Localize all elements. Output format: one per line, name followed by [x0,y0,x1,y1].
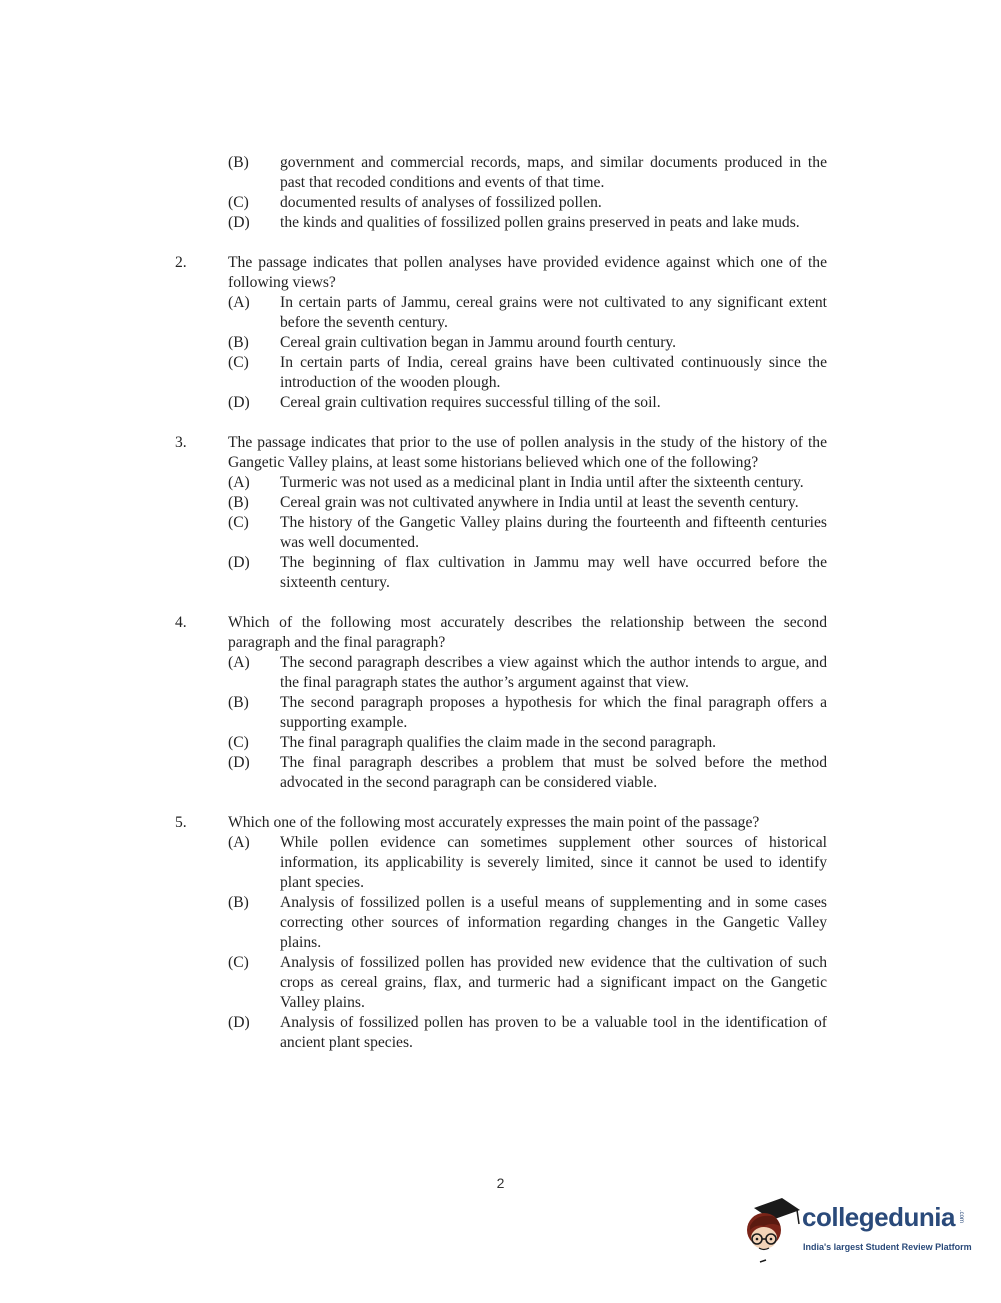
option [228,953,827,1013]
mascot-icon [742,1196,802,1266]
option-label: (D) [228,394,250,411]
option [228,553,827,593]
option-label: (B) [228,334,249,351]
option [228,293,827,333]
option-text: The final paragraph qualifies the claim made in the second paragraph. [280,734,717,751]
question-text: The passage indicates that pollen analyses have provided evidence against which one of the following views? [228,254,827,291]
collegedunia-logo [742,1196,972,1266]
option-text: government and commercial records, maps, and similar documents produced in the past that recoded conditions and events of that time. [280,154,827,191]
page-number: 2 [496,1175,505,1191]
option-label: (B) [228,894,249,911]
option-text: Analysis of fossilized pollen is a useful means of supplementing and in some cases correcting other sources of information regarding changes in the Gangetic Valley plains. [280,894,827,951]
option-text: the kinds and qualities of fossilized pollen grains preserved in peats and lake muds. [280,214,800,231]
question-3 [175,433,827,593]
option-text: The final paragraph describes a problem that must be solved before the method advocated in the second paragraph can be considered viable. [280,754,827,791]
question-text: The passage indicates that prior to the use of pollen analysis in the study of the history of the Gangetic Valley plains, at least some historians believed which one of the following? [228,434,827,471]
option-text: The beginning of flax cultivation in Jammu may well have occurred before the sixteenth century. [280,554,827,591]
option-text: Analysis of fossilized pollen has proven to be a valuable tool in the identification of ancient plant species. [280,1014,827,1051]
option [228,473,827,493]
question-number: 5. [175,814,187,831]
option [228,1013,827,1053]
option-text: Cereal grain cultivation requires successful tilling of the soil. [280,394,661,411]
option-text: Turmeric was not used as a medicinal plant in India until after the sixteenth century. [280,474,804,491]
option [228,653,827,693]
question-number: 3. [175,434,187,451]
logo-wordmark: collegedunia [802,1202,955,1232]
question-number: 2. [175,254,187,271]
option [228,693,827,733]
option-label: (D) [228,754,250,771]
option [228,753,827,793]
option-text: documented results of analyses of fossilized pollen. [280,194,602,211]
question-number: 4. [175,614,187,631]
logo-domain-suffix: .com [958,1210,964,1224]
logo-tagline: India's largest Student Review Platform [803,1242,972,1252]
option [228,353,827,393]
option [228,893,827,953]
option-label: (B) [228,154,249,171]
option [228,833,827,893]
option-label: (B) [228,694,249,711]
option [228,393,827,413]
option [228,213,827,233]
question-1-continued [175,153,827,233]
option [228,153,827,193]
option-label: (A) [228,654,250,671]
page-content [175,153,827,1073]
question-text: Which one of the following most accurately expresses the main point of the passage? [228,814,760,831]
question-4 [175,613,827,793]
option-text: In certain parts of Jammu, cereal grains were not cultivated to any significant extent before the seventh century. [280,294,827,331]
option-label: (A) [228,294,250,311]
option-label: (A) [228,834,250,851]
question-5 [175,813,827,1053]
option-label: (C) [228,514,249,531]
option-label: (C) [228,954,249,971]
option-text: The second paragraph describes a view against which the author intends to argue, and the final paragraph states the author’s argument against that view. [280,654,827,691]
option-label: (C) [228,354,249,371]
option-label: (D) [228,554,250,571]
option-label: (D) [228,214,250,231]
question-2 [175,253,827,413]
option-text: In certain parts of India, cereal grains have been cultivated continuously since the introduction of the wooden plough. [280,354,827,391]
option-label: (B) [228,494,249,511]
option-text: Cereal grain was not cultivated anywhere in India until at least the seventh century. [280,494,799,511]
option [228,513,827,553]
option [228,333,827,353]
option [228,493,827,513]
option [228,733,827,753]
option-text: Cereal grain cultivation began in Jammu around fourth century. [280,334,677,351]
option-label: (D) [228,1014,250,1031]
option-text: The history of the Gangetic Valley plains during the fourteenth and fifteenth centuries was well documented. [280,514,827,551]
option-label: (A) [228,474,250,491]
option-label: (C) [228,194,249,211]
option-text: While pollen evidence can sometimes supplement other sources of historical information, its applicability is severely limited, since it cannot be used to identify plant species. [280,834,827,891]
option-label: (C) [228,734,249,751]
option [228,193,827,213]
option-text: The second paragraph proposes a hypothesis for which the final paragraph offers a supporting example. [280,694,827,731]
question-text: Which of the following most accurately describes the relationship between the second paragraph and the final paragraph? [228,614,827,651]
option-text: Analysis of fossilized pollen has provided new evidence that the cultivation of such crops as cereal grains, flax, and turmeric had a significant impact on the Gangetic Valley plains. [280,954,827,1011]
